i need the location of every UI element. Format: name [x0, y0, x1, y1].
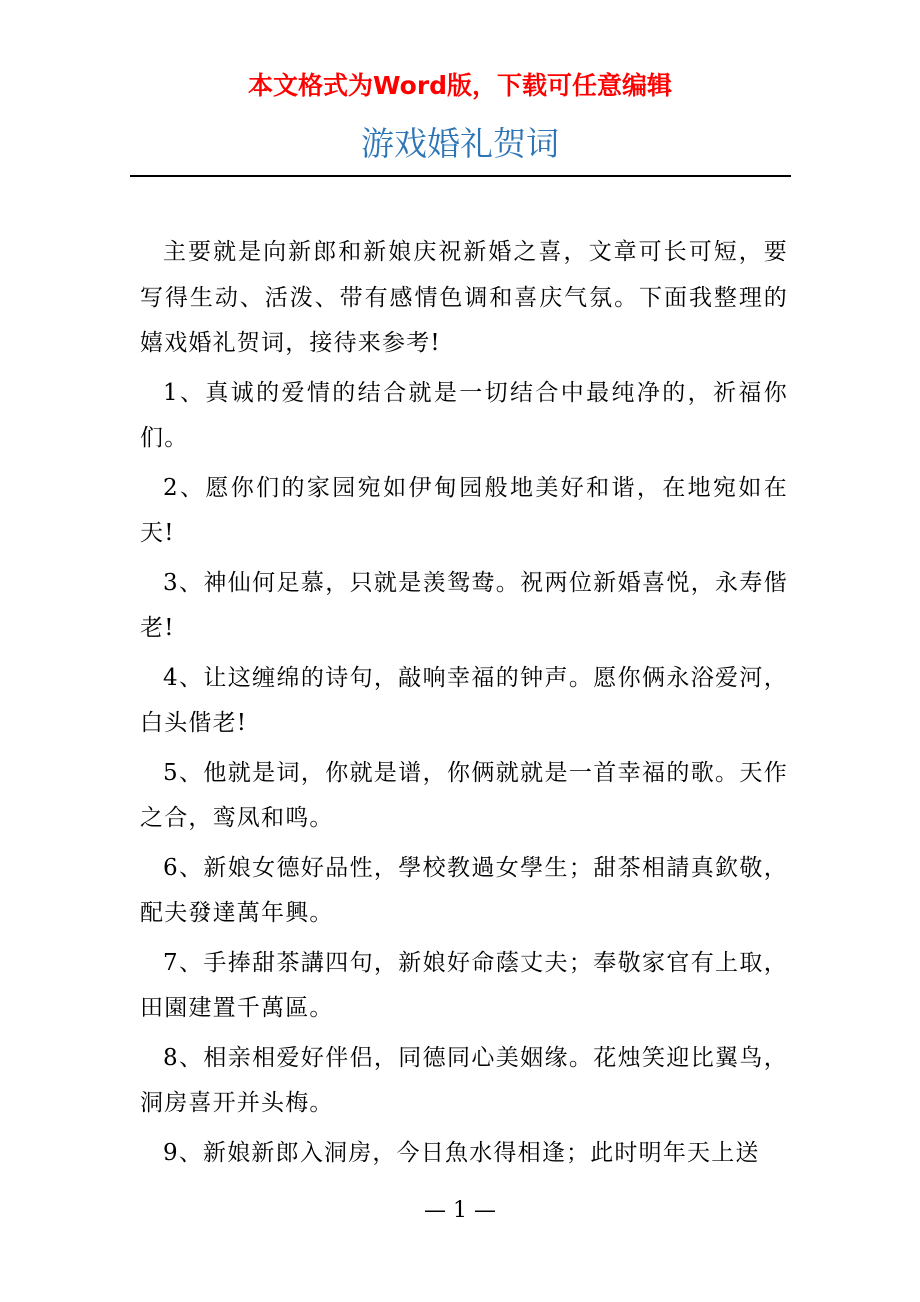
intro-paragraph: 主要就是向新郎和新娘庆祝新婚之喜，文章可长可短，要写得生动、活泼、带有感情色调和喜庆气氛。下面我整理的嬉戏婚礼贺词，接待来参考! [140, 239, 788, 356]
wish-item-2: 2、愿你们的家园宛如伊甸园般地美好和谐，在地宛如在天! [140, 474, 788, 546]
wish-item-5: 5、他就是词，你就是谱，你俩就就是一首幸福的歌。天作之合，鸾凤和鸣。 [140, 759, 788, 831]
format-notice-banner: 本文格式为Word版，下载可任意编辑 [247, 71, 673, 100]
wish-item-6: 6、新娘女德好品性，學校教過女學生；甜茶相請真欽敬，配夫發達萬年興。 [140, 854, 788, 926]
wish-item-7: 7、手捧甜茶講四句，新娘好命蔭丈夫；奉敬家官有上取，田園建置千萬區。 [140, 949, 788, 1021]
wish-item-4: 4、让这缠绵的诗句，敲响幸福的钟声。愿你俩永浴爱河，白头偕老! [140, 664, 788, 736]
wish-item-3: 3、神仙何足慕，只就是羡鸳鸯。祝两位新婚喜悦，永寿偕老! [140, 569, 788, 641]
document-body [140, 230, 788, 1180]
title-divider [130, 175, 791, 177]
wish-item-8: 8、相亲相爱好伴侣，同德同心美姻缘。花烛笑迎比翼鸟，洞房喜开并头梅。 [140, 1044, 788, 1116]
wish-item-1: 1、真诚的爱情的结合就是一切结合中最纯净的，祈福你们。 [140, 379, 788, 451]
page-number: — 1 — [424, 1198, 496, 1223]
wish-item-9: 9、新娘新郎入洞房，今日魚水得相逢；此时明年天上送 [163, 1139, 760, 1166]
document-title: 游戏婚礼贺词 [361, 124, 559, 163]
